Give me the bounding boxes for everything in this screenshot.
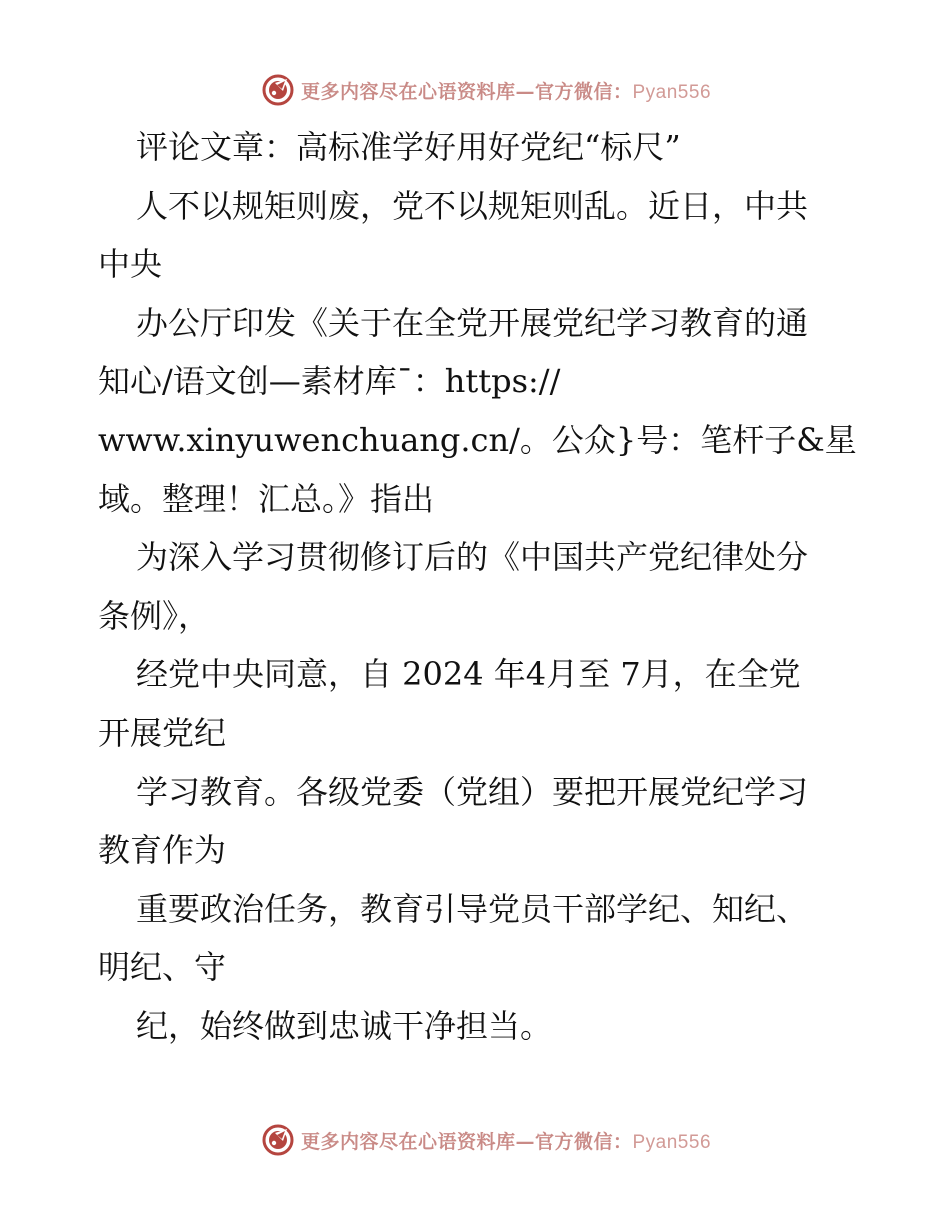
document-line: 教育作为: [98, 831, 227, 870]
pen-nib-logo-icon: [261, 73, 295, 107]
document-line: 评论文章：高标准学好用好党纪“标尺”: [136, 128, 681, 166]
header-banner: [0, 72, 950, 108]
footer-banner-inner: [261, 1123, 711, 1157]
document-line: 重要政治任务，教育引导党员干部学纪、知纪、: [136, 889, 809, 928]
pen-nib-logo-icon: [261, 1123, 295, 1157]
footer-banner-wechat-id: Pyan556: [632, 1131, 712, 1153]
document-line: 办公厅印发《关于在全党开展党纪学习教育的通: [136, 303, 809, 342]
footer-banner-text: 更多内容尽在心语资料库—官方微信：Pyan556: [300, 1130, 712, 1153]
footer-banner: [0, 1122, 950, 1158]
document-line: 人不以规矩则废，党不以规矩则乱。近日，中共: [136, 186, 809, 225]
document-line: 经党中央同意，自 2024 年4月至 7月，在全党: [136, 655, 801, 694]
header-banner-text: 更多内容尽在心语资料库—官方微信：Pyan556: [300, 80, 712, 103]
document-body: [98, 118, 858, 1056]
document-line: 知心/语文创—素材库¯：https://: [98, 362, 561, 401]
document-line: 纪，始终做到忠诚干净担当。: [136, 1006, 553, 1045]
document-line: 学习教育。各级党委（党组）要把开展党纪学习: [136, 772, 809, 811]
header-banner-wechat-id: Pyan556: [632, 81, 712, 103]
document-line: 域。整理！汇总。》指出: [98, 479, 435, 518]
document-line: www.xinyuwenchuang.cn/。公众}号：笔杆子&星: [98, 420, 857, 459]
document-line: 条例》，: [98, 596, 211, 635]
document-line: 为深入学习贯彻修订后的《中国共产党纪律处分: [136, 538, 809, 577]
document-line: 中央: [98, 245, 163, 284]
header-banner-inner: [261, 73, 711, 107]
document-line: 明纪、守: [98, 948, 227, 987]
document-line: 开展党纪: [98, 713, 227, 752]
